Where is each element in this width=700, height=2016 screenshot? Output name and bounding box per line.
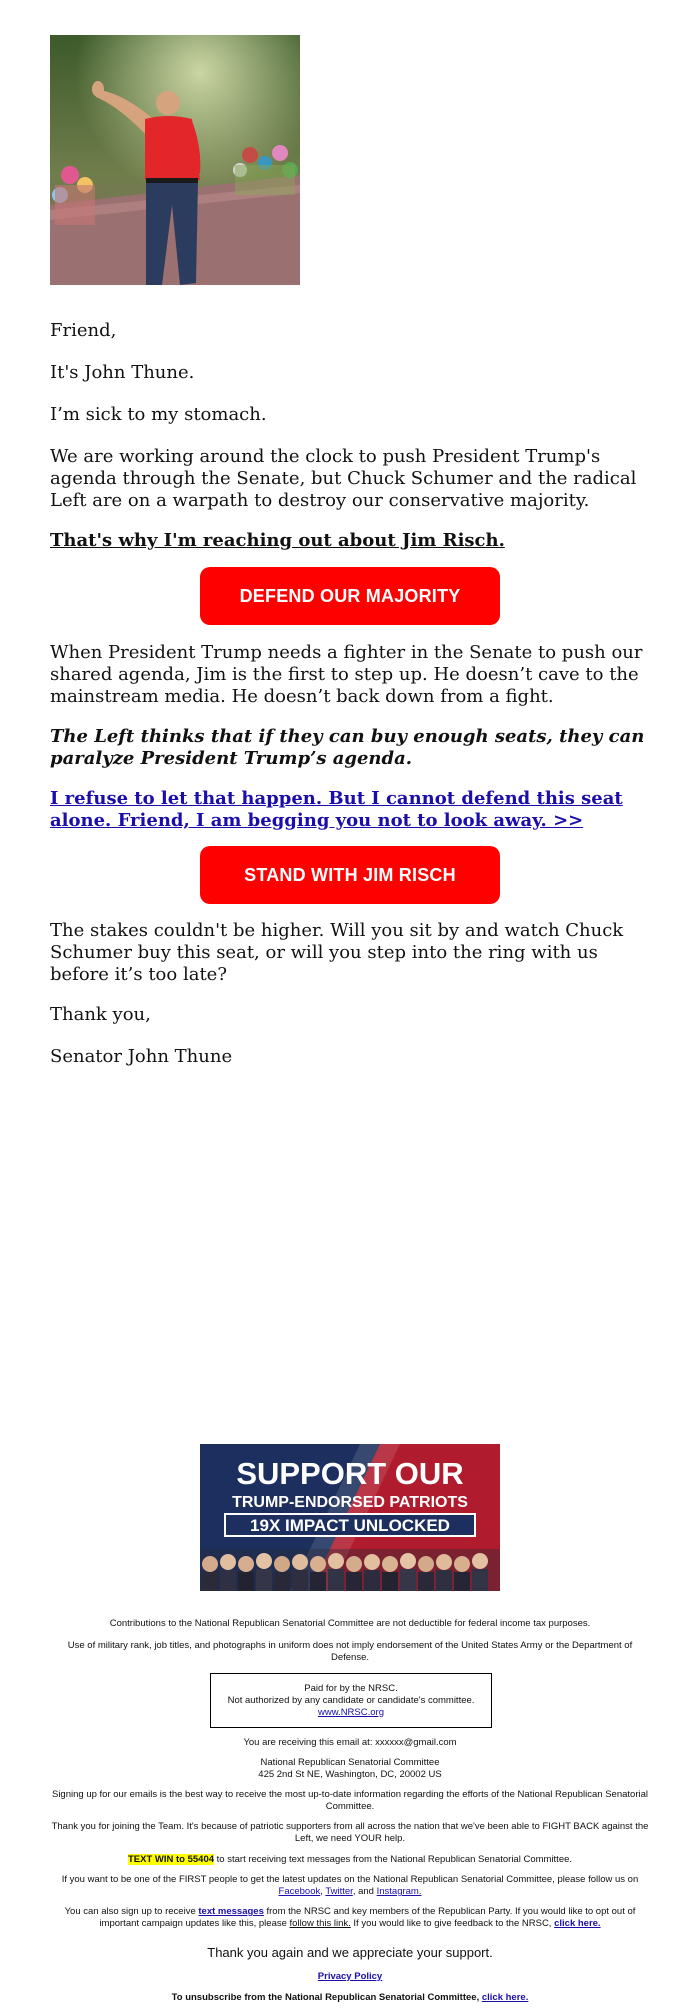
banner-graphic	[200, 1444, 500, 1591]
greeting: Friend,	[50, 320, 117, 341]
footer-thank-team: Thank you for joining the Team. It's because of patriotic supporters from all across the nation that we've been able to FIGHT BACK against the Left, we need YOUR help.	[51, 1821, 649, 1844]
banner-line3: 19X IMPACT UNLOCKED	[250, 1516, 450, 1535]
texts-mid: from the NRSC and key members of the Republican Party. If you would like to opt out of important campaign updates like this, please	[99, 1906, 636, 1929]
text-messages-link[interactable]: text messages	[198, 1906, 264, 1917]
nrsc-website-link[interactable]: www.NRSC.org	[318, 1706, 384, 1718]
footer-follow	[50, 1874, 650, 1898]
hero-photo	[50, 35, 300, 285]
footer-tax: Contributions to the National Republican Senatorial Committee are not deductible for federal income tax purposes.	[109, 1618, 591, 1629]
footer-receiving: You are receiving this email at: xxxxxx@gmail.com	[243, 1737, 457, 1748]
privacy-policy-link[interactable]: Privacy Policy	[317, 1971, 383, 1982]
signature: Senator John Thune	[50, 1046, 233, 1067]
footer-org-name: National Republican Senatorial Committee	[260, 1757, 440, 1768]
unsubscribe-link[interactable]: click here.	[481, 1992, 529, 2003]
texts-mid2: If you would like to give feedback to the NRSC,	[350, 1918, 555, 1929]
support-banner[interactable]	[200, 1444, 500, 1591]
footer-military: Use of military rank, job titles, and photographs in uniform does not imply endorsement of the United States Army or the Department of Defense.	[67, 1640, 633, 1663]
intro-line: It's John Thune.	[50, 362, 195, 383]
follow-and: , and	[352, 1886, 377, 1897]
defend-majority-button[interactable]: DEFEND OUR MAJORITY	[200, 567, 500, 625]
text-win-rest: to start receiving text messages from the National Republican Senatorial Committee.	[214, 1854, 573, 1865]
texts-pre: You can also sign up to receive	[64, 1906, 199, 1917]
paragraph-stakes: The stakes couldn't be higher. Will you sit by and watch Chuck Schumer buy this seat, or will you step into the ring with us before it’s too late?	[50, 920, 624, 985]
unsub-text: To unsubscribe from the National Republican Senatorial Committee,	[171, 1992, 482, 2003]
feedback-link[interactable]: click here.	[554, 1918, 601, 1929]
opt-out-link[interactable]: follow this link.	[289, 1918, 351, 1929]
footer-unsubscribe	[50, 1992, 650, 2004]
footer-thank-again: Thank you again and we appreciate your support.	[207, 1945, 493, 1960]
follow-text: If you want to be one of the FIRST people to get the latest updates on the National Republican Senatorial Committee, please follow us on	[61, 1874, 639, 1885]
refuse-link[interactable]: I refuse to let that happen. But I cannot defend this seat alone. Friend, I am begging you not to look away. >>	[50, 788, 623, 831]
twitter-link[interactable]: Twitter	[325, 1886, 353, 1897]
paragraph-working: We are working around the clock to push President Trump's agenda through the Senate, but Chuck Schumer and the radical Left are on a warpath to destroy our conservative majority.	[50, 446, 637, 511]
headline: That's why I'm reaching out about Jim Risch.	[50, 530, 505, 551]
paid-for-box	[210, 1673, 492, 1728]
closing-thanks: Thank you,	[50, 1004, 151, 1025]
banner-line1: SUPPORT OUR	[236, 1456, 464, 1491]
text-win-highlight: TEXT WIN to 55404	[127, 1854, 215, 1865]
instagram-link[interactable]: Instagram.	[376, 1886, 422, 1897]
paragraph-sick: I’m sick to my stomach.	[50, 404, 267, 425]
follow-comma: ,	[320, 1886, 326, 1897]
refuse-link-paragraph	[50, 788, 650, 832]
stand-with-jim-risch-button[interactable]: STAND WITH JIM RISCH	[200, 846, 500, 904]
footer-org-address: 425 2nd St NE, Washington, DC, 20002 US	[258, 1769, 442, 1780]
footer-texts	[50, 1906, 650, 1930]
footer-signing-up: Signing up for our emails is the best way to receive the most up-to-date information regarding the efforts of the National Republican Senatorial Committee.	[51, 1789, 649, 1812]
hero-photo-illustration	[50, 35, 300, 285]
banner-line2: TRUMP-ENDORSED PATRIOTS	[232, 1494, 468, 1511]
paragraph-left: The Left thinks that if they can buy enough seats, they can paralyze President Trump’s agenda.	[50, 726, 645, 769]
paragraph-fighter: When President Trump needs a fighter in the Senate to push our shared agenda, Jim is the first to step up. He doesn’t cave to the mainstream media. He doesn’t back down from a fight.	[50, 642, 643, 707]
footer-text-win	[50, 1854, 650, 1866]
banner-portraits	[200, 1549, 500, 1591]
paid-line1: Paid for by the NRSC.	[304, 1682, 398, 1694]
paid-line2: Not authorized by any candidate or candidate's committee.	[227, 1694, 475, 1706]
footer-privacy	[50, 1971, 650, 1983]
facebook-link[interactable]: Facebook	[278, 1886, 321, 1897]
